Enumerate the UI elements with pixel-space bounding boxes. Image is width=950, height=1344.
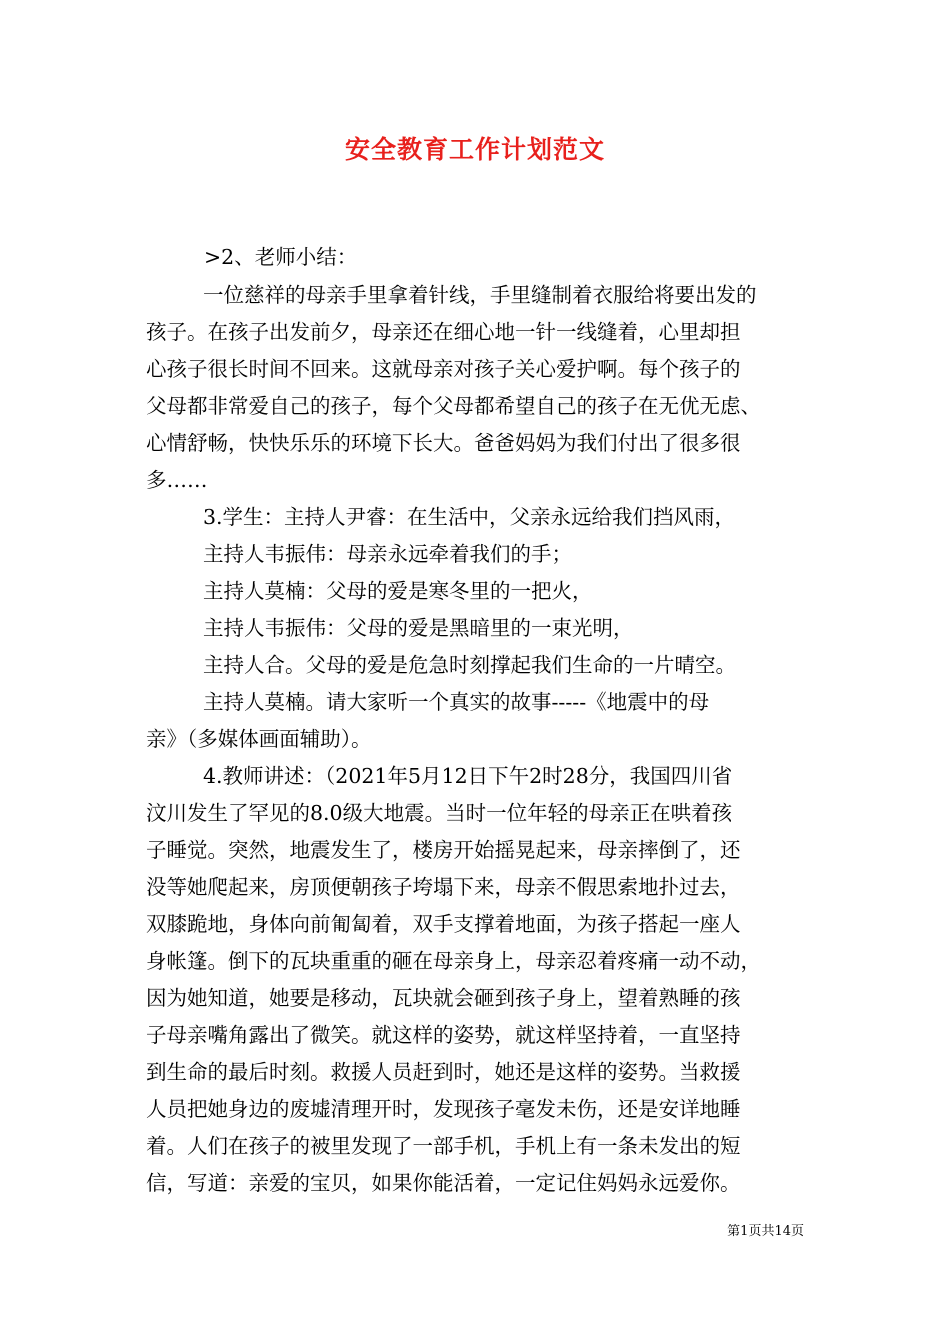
line-10: 主持人莫楠：父母的爱是寒冬里的一把火， [203, 579, 593, 603]
line-17: 子睡觉。突然，地震发生了，楼房开始摇晃起来，母亲摔倒了，还 [146, 838, 741, 862]
line-23: 到生命的最后时刻。救援人员赶到时，她还是这样的姿势。当救援 [146, 1060, 741, 1084]
line-18: 没等她爬起来，房顶便朝孩子垮塌下来，母亲不假思索地扑过去， [146, 875, 741, 899]
line-16: 汶川发生了罕见的8.0级大地震。当时一位年轻的母亲正在哄着孩 [146, 801, 733, 825]
line-26: 信，写道：亲爱的宝贝，如果你能活着，一定记住妈妈永远爱你。 [146, 1171, 741, 1195]
line-9: 主持人韦振伟：母亲永远牵着我们的手； [203, 542, 572, 566]
line-22: 子母亲嘴角露出了微笑。就这样的姿势，就这样坚持着，一直坚持 [146, 1023, 741, 1047]
line-7: 多…… [146, 468, 208, 492]
line-11: 主持人韦振伟：父母的爱是黑暗里的一束光明， [203, 616, 634, 640]
line-4: 心孩子很长时间不回来。这就母亲对孩子关心爱护啊。每个孩子的 [146, 357, 741, 381]
line-12: 主持人合。父母的爱是危急时刻撑起我们生命的一片晴空。 [203, 653, 736, 677]
line-15: 4.教师讲述：（2021年5月12日下午2时28分，我国四川省 [203, 764, 733, 788]
line-20: 身帐篷。倒下的瓦块重重的砸在母亲身上，母亲忍着疼痛一动不动， [146, 949, 761, 973]
line-21: 因为她知道，她要是移动，瓦块就会砸到孩子身上，望着熟睡的孩 [146, 986, 741, 1010]
line-8: 3.学生：主持人尹睿：在生活中，父亲永远给我们挡风雨， [203, 505, 736, 529]
line-5: 父母都非常爱自己的孩子，每个父母都希望自己的孩子在无优无虑、 [146, 394, 761, 418]
line-3: 孩子。在孩子出发前夕，母亲还在细心地一针一线缝着，心里却担 [146, 320, 741, 344]
line-24: 人员把她身边的废墟清理开时，发现孩子毫发未伤，还是安详地睡 [146, 1097, 741, 1121]
line-19: 双膝跪地，身体向前匍匐着，双手支撑着地面，为孩子搭起一座人 [146, 912, 741, 936]
line-25: 着。人们在孩子的被里发现了一部手机，手机上有一条未发出的短 [146, 1134, 741, 1158]
line-1: >2、老师小结： [204, 245, 358, 269]
line-2: 一位慈祥的母亲手里拿着针线，手里缝制着衣服给将要出发的 [203, 283, 757, 307]
line-6: 心情舒畅，快快乐乐的环境下长大。爸爸妈妈为我们付出了很多很 [146, 431, 741, 455]
document-title: 安全教育工作计划范文 [344, 135, 605, 164]
page-number: 第1页共14页 [727, 1224, 804, 1239]
line-13: 主持人莫楠。请大家听一个真实的故事-----《地震中的母 [203, 690, 710, 714]
line-14: 亲》（多媒体画面辅助）。 [146, 727, 372, 751]
